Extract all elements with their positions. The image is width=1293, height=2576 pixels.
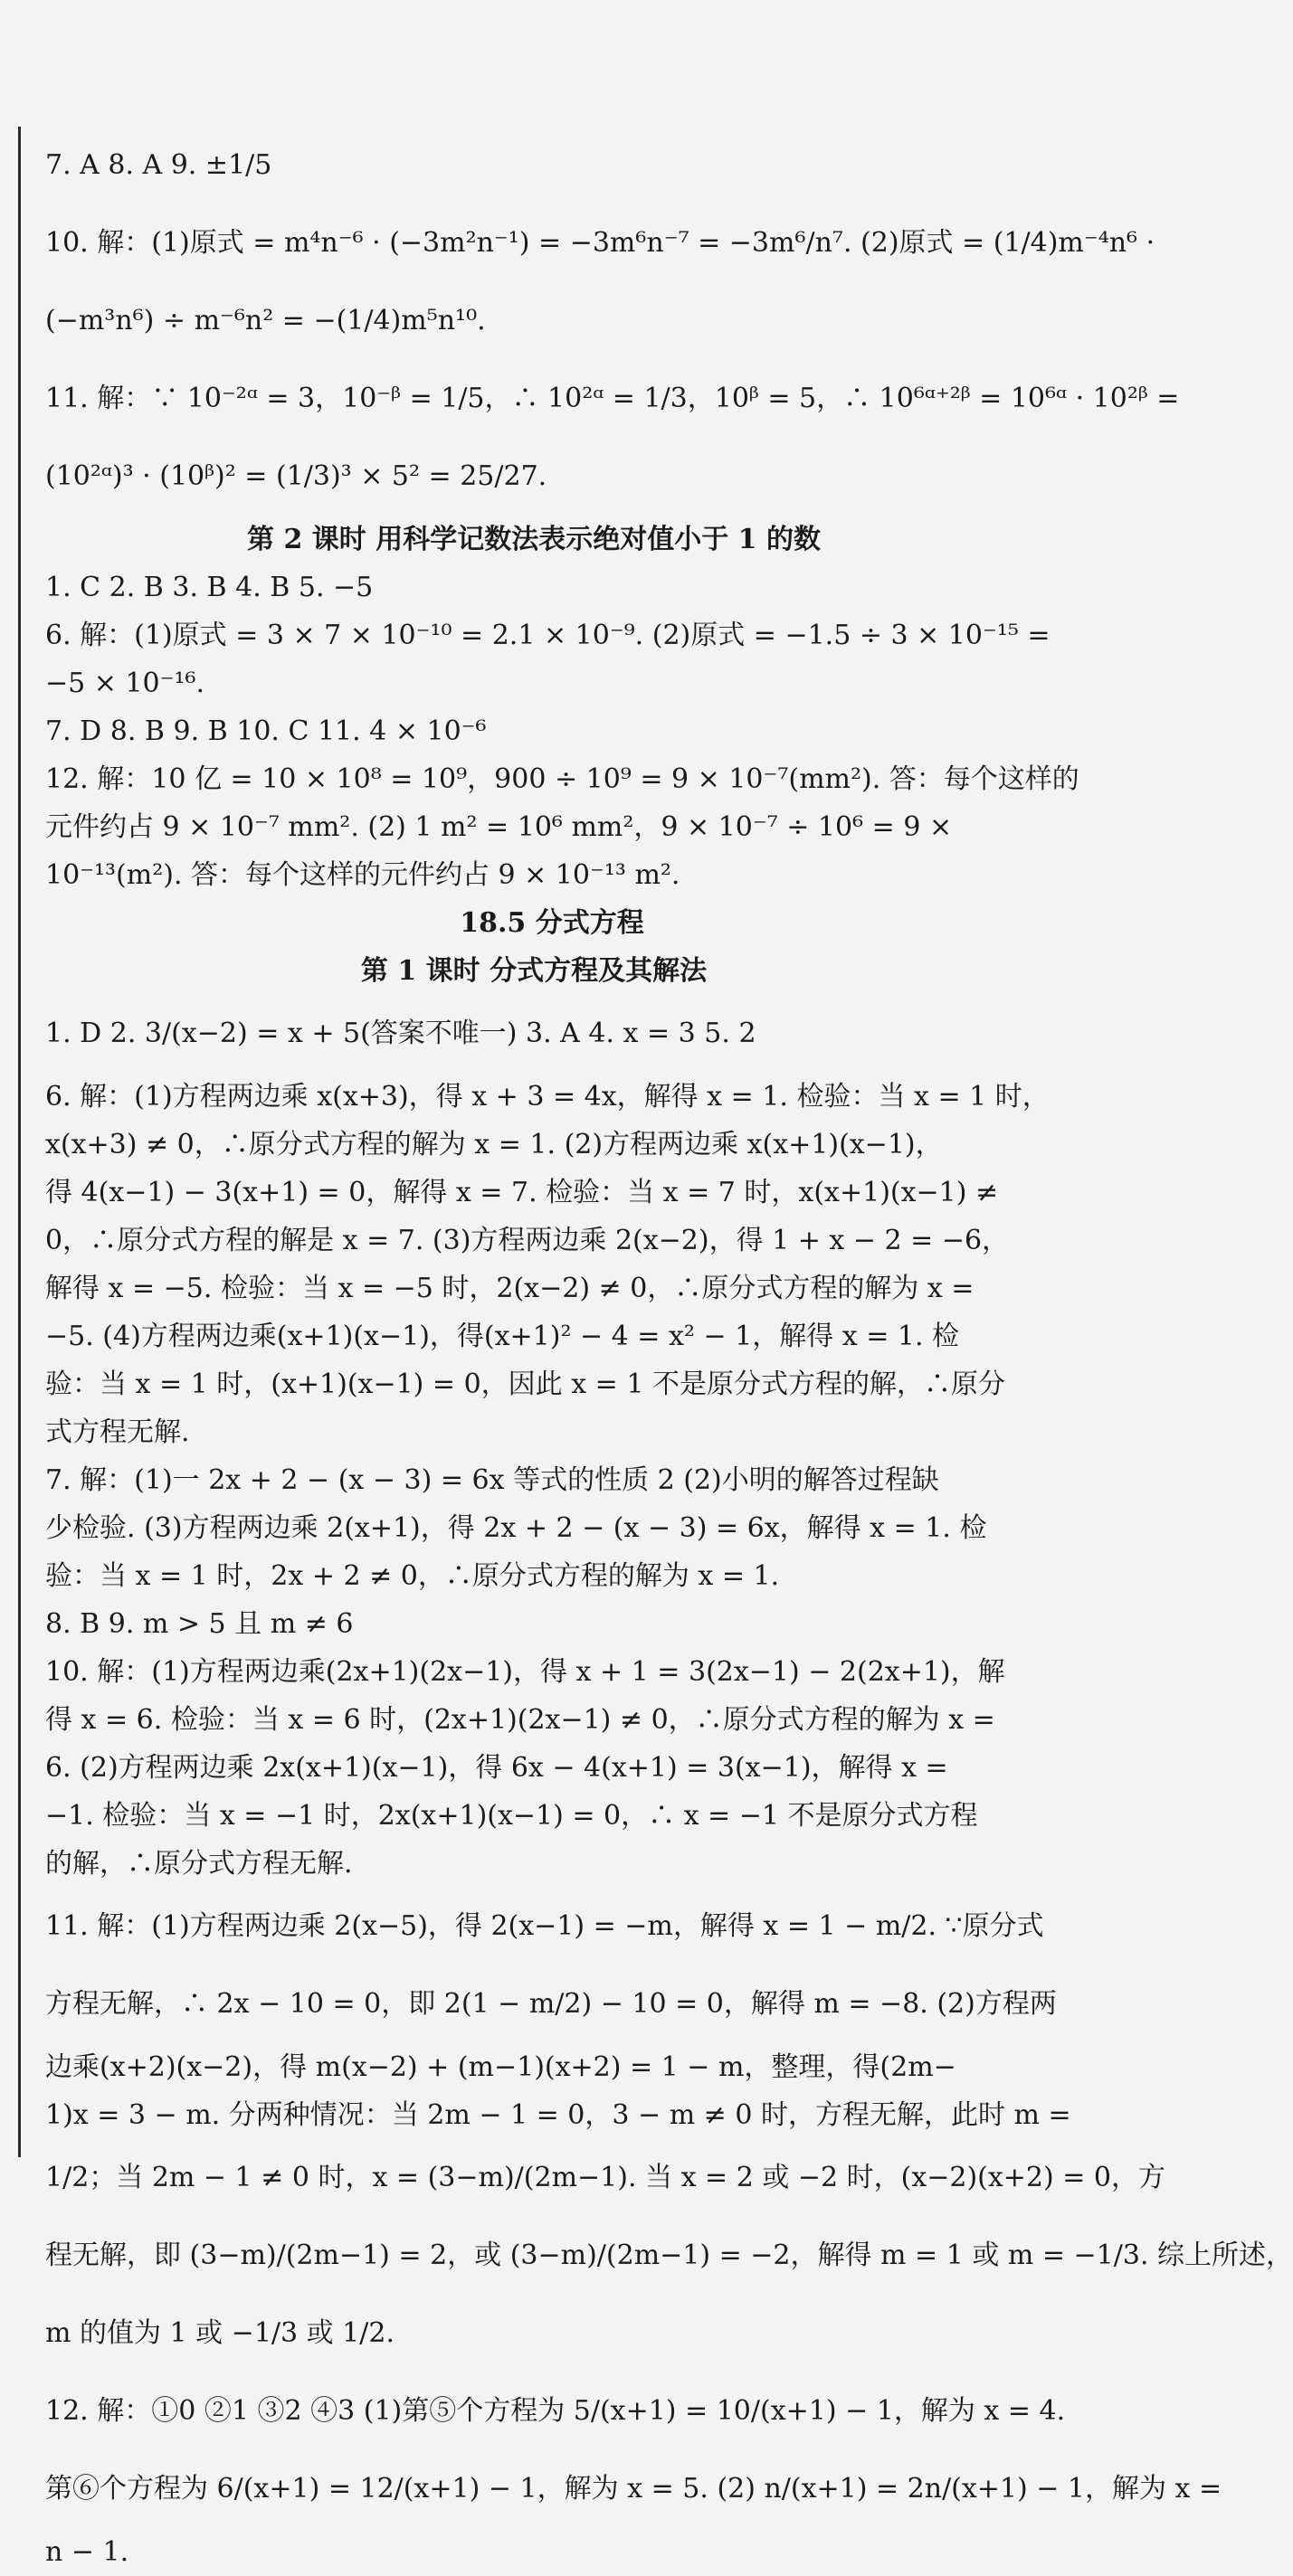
answer-line: 12. 解：10 亿 = 10 × 10⁸ = 10⁹，900 ÷ 10⁹ = 9 × 10⁻⁷(mm²). 答：每个这样的 <box>45 763 1079 795</box>
answer-line: 0，∴原分式方程的解是 x = 7. (3)方程两边乘 2(x−2)，得 1 + x − 2 = −6， <box>45 1225 1010 1256</box>
answer-line: 1)x = 3 − m. 分两种情况：当 2m − 1 = 0，3 − m ≠ 0 时，方程无解，此时 m = <box>45 2099 1071 2131</box>
answer-line: −5. (4)方程两边乘(x+1)(x−1)，得(x+1)² − 4 = x² − 1，解得 x = 1. 检 <box>45 1321 960 1352</box>
answer-line: 10. 解：(1)原式 = m⁴n⁻⁶ · (−3m²n⁻¹) = −3m⁶n⁻⁷ = −3m⁶/n⁷. (2)原式 = (1/4)m⁻⁴n⁶ · <box>45 227 1155 259</box>
answer-line: 10. 解：(1)方程两边乘(2x+1)(2x−1)，得 x + 1 = 3(2x−1) − 2(2x+1)，解 <box>45 1656 1005 1688</box>
answer-line: 元件约占 9 × 10⁻⁷ mm². (2) 1 m² = 10⁶ mm²，9 × 10⁻⁷ ÷ 10⁶ = 9 × <box>45 811 953 843</box>
answer-line: 第⑥个方程为 6/(x+1) = 12/(x+1) − 1，解为 x = 5. (2) n/(x+1) = 2n/(x+1) − 1，解为 x = <box>45 2473 1222 2505</box>
answer-line: 1. C 2. B 3. B 4. B 5. −5 <box>45 572 374 603</box>
answer-line: 6. (2)方程两边乘 2x(x+1)(x−1)，得 6x − 4(x+1) = 3(x−1)，解得 x = <box>45 1752 948 1784</box>
margin-rule <box>18 127 21 2157</box>
answer-line: 8. B 9. m > 5 且 m ≠ 6 <box>45 1608 354 1640</box>
section-heading: 18.5 分式方程 <box>460 907 644 939</box>
answer-line: 式方程无解. <box>45 1416 190 1448</box>
answer-line: 1. D 2. 3/(x−2) = x + 5(答案不唯一) 3. A 4. x = 3 5. 2 <box>45 1018 756 1049</box>
answer-line: 7. A 8. A 9. ±1/5 <box>45 149 272 181</box>
answer-line: 12. 解：①0 ②1 ③2 ④3 (1)第⑤个方程为 5/(x+1) = 10/(x+1) − 1，解为 x = 4. <box>45 2395 1066 2427</box>
answer-line: 得 4(x−1) − 3(x+1) = 0，解得 x = 7. 检验：当 x = 7 时，x(x+1)(x−1) ≠ <box>45 1177 999 1208</box>
answer-line: 1/2；当 2m − 1 ≠ 0 时，x = (3−m)/(2m−1). 当 x = 2 或 −2 时，(x−2)(x+2) = 0，方 <box>45 2162 1166 2193</box>
answer-line: 7. 解：(1)一 2x + 2 − (x − 3) = 6x 等式的性质 2 (2)小明的解答过程缺 <box>45 1464 939 1496</box>
answer-line: 程无解，即 (3−m)/(2m−1) = 2，或 (3−m)/(2m−1) = −2，解得 m = 1 或 m = −1/3. 综上所述， <box>45 2240 1293 2271</box>
answer-line: 的解，∴原分式方程无解. <box>45 1848 353 1880</box>
answer-line: 6. 解：(1)方程两边乘 x(x+3)，得 x + 3 = 4x，解得 x = 1. 检验：当 x = 1 时， <box>45 1081 1050 1113</box>
answer-line: 解得 x = −5. 检验：当 x = −5 时，2(x−2) ≠ 0，∴原分式方程的解为 x = <box>45 1273 975 1304</box>
answer-line: m 的值为 1 或 −1/3 或 1/2. <box>45 2317 395 2349</box>
answer-line: 11. 解：∵ 10⁻²ᵅ = 3，10⁻ᵝ = 1/5，∴ 10²ᵅ = 1/3，10ᵝ = 5，∴ 10⁶ᵅ⁺²ᵝ = 10⁶ᵅ · 10²ᵝ = <box>45 383 1180 414</box>
answer-line: 11. 解：(1)方程两边乘 2(x−5)，得 2(x−1) = −m，解得 x = 1 − m/2. ∵原分式 <box>45 1910 1044 1942</box>
answer-line: (−m³n⁶) ÷ m⁻⁶n² = −(1/4)m⁵n¹⁰. <box>45 305 486 336</box>
answer-line: n − 1. <box>45 2536 129 2568</box>
answer-line: −1. 检验：当 x = −1 时，2x(x+1)(x−1) = 0，∴ x = −1 不是原分式方程 <box>45 1800 978 1832</box>
answer-content <box>45 127 1293 2576</box>
answer-line: 7. D 8. B 9. B 10. C 11. 4 × 10⁻⁶ <box>45 715 487 747</box>
answer-line: 验：当 x = 1 时，(x+1)(x−1) = 0，因此 x = 1 不是原分式方程的解，∴原分 <box>45 1368 1005 1400</box>
answer-line: 6. 解：(1)原式 = 3 × 7 × 10⁻¹⁰ = 2.1 × 10⁻⁹. (2)原式 = −1.5 ÷ 3 × 10⁻¹⁵ = <box>45 620 1051 651</box>
answer-line: 方程无解，∴ 2x − 10 = 0，即 2(1 − m/2) − 10 = 0，解得 m = −8. (2)方程两 <box>45 1988 1057 2020</box>
section-heading: 第 1 课时 分式方程及其解法 <box>360 955 708 987</box>
answer-line: 验：当 x = 1 时，2x + 2 ≠ 0，∴原分式方程的解为 x = 1. <box>45 1560 780 1592</box>
answer-line: 边乘(x+2)(x−2)，得 m(x−2) + (m−1)(x+2) = 1 − m，整理，得(2m− <box>45 2051 956 2083</box>
answer-line: 少检验. (3)方程两边乘 2(x+1)，得 2x + 2 − (x − 3) = 6x，解得 x = 1. 检 <box>45 1512 987 1544</box>
answer-line: 10⁻¹³(m²). 答：每个这样的元件约占 9 × 10⁻¹³ m². <box>45 859 680 891</box>
answer-line: (10²ᵅ)³ · (10ᵝ)² = (1/3)³ × 5² = 25/27. <box>45 460 547 492</box>
section-heading: 第 2 课时 用科学记数法表示绝对值小于 1 的数 <box>247 524 821 555</box>
answer-line: 得 x = 6. 检验：当 x = 6 时，(2x+1)(2x−1) ≠ 0，∴原分式方程的解为 x = <box>45 1704 995 1736</box>
answer-line: x(x+3) ≠ 0，∴原分式方程的解为 x = 1. (2)方程两边乘 x(x+1)(x−1)， <box>45 1129 943 1160</box>
answer-line: −5 × 10⁻¹⁶. <box>45 668 205 699</box>
